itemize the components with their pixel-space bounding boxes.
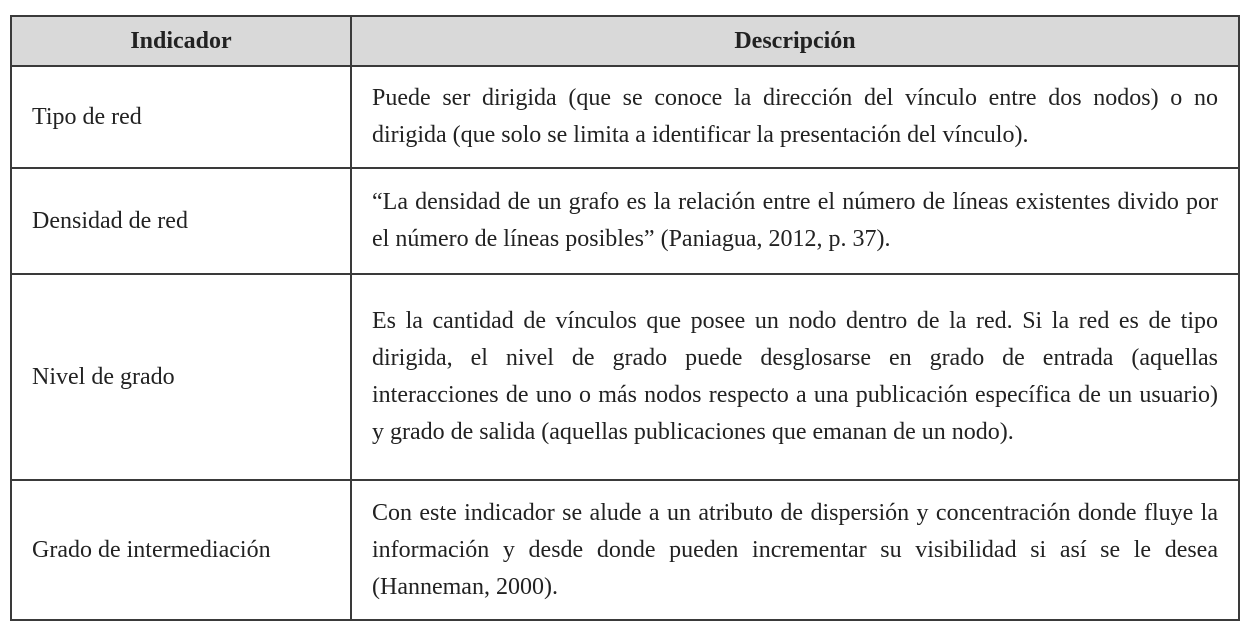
table-row (11, 66, 1239, 168)
description-cell: Con este indicador se alude a un atributo de dispersión y concentración donde fluye la información y desde donde pueden incrementar su visibilidad si así se le desea (Hanneman, 2000). (351, 480, 1239, 620)
table-row (11, 480, 1239, 620)
header-descripcion: Descripción (351, 16, 1239, 66)
description-cell: “La densidad de un grafo es la relación entre el número de líneas existentes divido por el número de líneas posibles” (Paniagua, 2012, p. 37). (351, 168, 1239, 274)
description-cell: Es la cantidad de vínculos que posee un nodo dentro de la red. Si la red es de tipo dirigida, el nivel de grado puede desglosarse en grado de entrada (aquellas interacciones de uno o más nodos respecto a una publicación específica de un usuario) y grado de salida (aquellas publicaciones que emanan de un nodo). (351, 274, 1239, 480)
indicator-cell: Nivel de grado (11, 274, 351, 480)
indicator-cell: Grado de intermediación (11, 480, 351, 620)
table-row (11, 168, 1239, 274)
indicators-table (10, 15, 1240, 621)
indicator-cell: Densidad de red (11, 168, 351, 274)
indicator-cell: Tipo de red (11, 66, 351, 168)
table-header-row (11, 16, 1239, 66)
header-indicador: Indicador (11, 16, 351, 66)
table-row (11, 274, 1239, 480)
description-cell: Puede ser dirigida (que se conoce la dirección del vínculo entre dos nodos) o no dirigida (que solo se limita a identificar la presentación del vínculo). (351, 66, 1239, 168)
